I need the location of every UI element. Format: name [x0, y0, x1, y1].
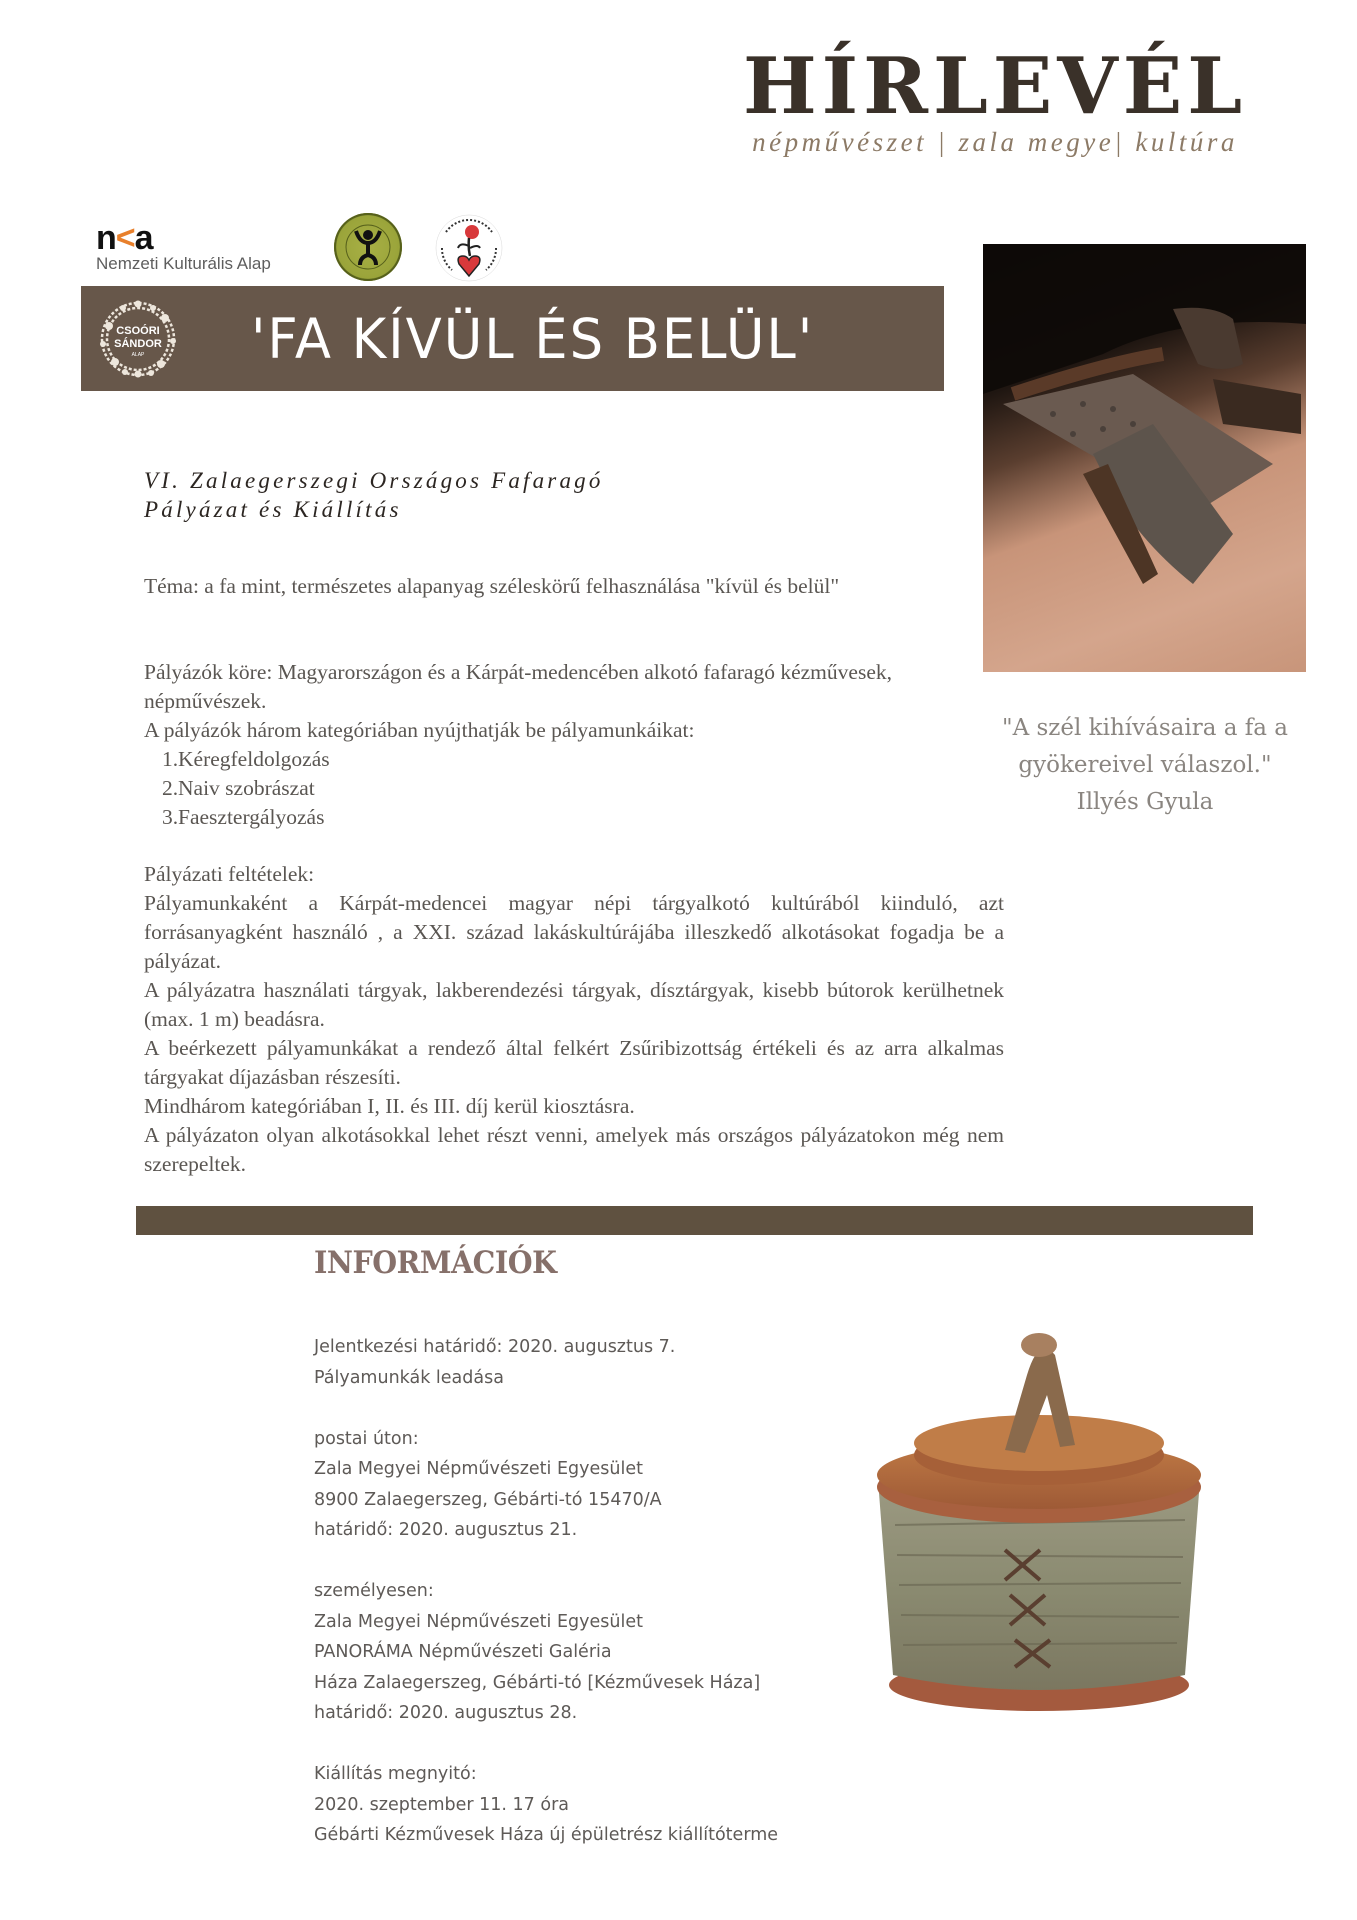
- info-line: PANORÁMA Népművészeti Galéria: [314, 1642, 612, 1662]
- categories-intro: A pályázók három kategóriában nyújthatják be pályamunkáikat:: [144, 718, 695, 742]
- info-line: Háza Zalaegerszeg, Gébárti-tó [Kézművesek Háza]: [314, 1672, 761, 1693]
- condition-paragraph: Mindhárom kategóriában I, II. és III. díj kerül kiosztásra.: [144, 1094, 635, 1118]
- birch-bark-box-illustration: [855, 1315, 1223, 1725]
- newsletter-title: HÍRLEVÉL: [742, 41, 1248, 132]
- info-heading: INFORMÁCIÓK: [314, 1245, 557, 1281]
- quote-block: [985, 710, 1305, 821]
- category-label: Kéregfeldolgozás: [178, 747, 330, 771]
- quote-author: Illyés Gyula: [1076, 789, 1214, 815]
- categories-list: [144, 745, 964, 832]
- heart-flower-icon: [432, 212, 506, 284]
- info-line: 2020. szeptember 11. 17 óra: [314, 1794, 569, 1815]
- section-divider: [136, 1206, 1253, 1235]
- category-label: Naiv szobrászat: [178, 776, 315, 800]
- nka-name: Nemzeti Kulturális Alap: [96, 254, 271, 273]
- category-item: [144, 774, 964, 803]
- nka-mark: [96, 219, 306, 257]
- folk-art-association-seal-logo: [334, 213, 402, 281]
- info-line: Zala Megyei Népművészeti Egyesület: [314, 1459, 643, 1479]
- info-line: Jelentkezési határidő: 2020. augusztus 7.: [314, 1337, 676, 1357]
- theme-paragraph: Téma: a fa mint, természetes alapanyag széleskörű felhasználása "kívül és belül": [144, 574, 840, 598]
- nka-mark-k: <: [115, 219, 135, 257]
- zala-folk-art-association-logo: [432, 212, 506, 284]
- info-line: határidő: 2020. augusztus 28.: [314, 1703, 578, 1723]
- nka-logo: [96, 219, 306, 280]
- info-line: 8900 Zalaegerszeg, Gébárti-tó 15470/A: [314, 1489, 662, 1510]
- event-subtitle: [144, 466, 744, 524]
- info-line: postai úton:: [314, 1428, 419, 1449]
- category-label: Faesztergályozás: [178, 805, 325, 829]
- applicants-section: [144, 658, 964, 832]
- condition-paragraph: A pályázatra használati tárgyak, lakberendezési tárgyak, dísztárgyak, kisebb bútorok kerülhetnek (max. 1 m) beadásra.: [144, 978, 1004, 1031]
- conditions-heading: Pályázati feltételek:: [144, 862, 315, 886]
- info-line: [314, 1393, 874, 1424]
- info-line: személyesen:: [314, 1581, 434, 1601]
- title-banner: [81, 286, 944, 391]
- nka-mark-n: n: [96, 219, 116, 257]
- bark-artifact-photo: [983, 244, 1306, 672]
- csoori-sandor-alap-logo: [95, 296, 181, 382]
- csoori-logo-line2: SÁNDOR: [114, 338, 162, 350]
- newsletter-subtitle: népművészet | zala megye| kultúra: [752, 127, 1238, 157]
- nka-mark-a: a: [134, 219, 153, 257]
- info-line: [314, 1546, 874, 1577]
- applicants-paragraph: Pályázók köre: Magyarországon és a Kárpát-medencében alkotó fafaragó kézművesek, népművészek.: [144, 660, 892, 713]
- info-line: határidő: 2020. augusztus 21.: [314, 1520, 578, 1540]
- condition-paragraph: Pályamunkaként a Kárpát-medencei magyar népi tárgyalkotó kultúrából kiinduló, azt forrásanyagként használó , a XXI. század lakáskultúrájába illeszkedő alkotásokat fogadja be a pályázat.: [144, 891, 1004, 973]
- category-item: [144, 803, 964, 832]
- info-line: Gébárti Kézművesek Háza új épületrész kiállítóterme: [314, 1825, 779, 1845]
- info-line: Zala Megyei Népművészeti Egyesület: [314, 1611, 643, 1632]
- category-number: 3.: [162, 805, 179, 829]
- conditions-section: [144, 860, 1004, 1179]
- condition-paragraph: A beérkezett pályamunkákat a rendező által felkért Zsűribizottság értékeli és az arra alkalmas tárgyakat díjazásban részesíti.: [144, 1036, 1004, 1089]
- category-number: 2.: [162, 776, 179, 800]
- banner-title: 'FA KÍVÜL ÉS BELÜL': [251, 307, 815, 371]
- condition-paragraph: A pályázaton olyan alkotásokkal lehet részt venni, amelyek más országos pályázatokon még nem szerepeltek.: [144, 1123, 1004, 1176]
- quote-line2: gyökereivel válaszol.": [1018, 752, 1272, 778]
- dancing-figure-icon: [334, 213, 402, 281]
- info-text-block: [314, 1332, 874, 1851]
- category-item: [144, 745, 964, 774]
- csoori-logo-line1: CSOÓRI: [116, 325, 160, 337]
- floral-wreath-icon: [95, 296, 181, 382]
- event-subtitle-line1: VI. Zalaegerszegi Országos Fafaragó: [144, 468, 604, 493]
- info-line: [314, 1729, 874, 1760]
- birch-bark-box-photo: [855, 1315, 1223, 1725]
- info-line: Pályamunkák leadása: [314, 1367, 504, 1388]
- category-number: 1.: [162, 747, 179, 771]
- bark-artifact-illustration: [983, 244, 1306, 672]
- quote-line1: "A szél kihívásaira a fa a: [1001, 715, 1289, 741]
- csoori-logo-line3: ALAP: [131, 352, 145, 358]
- info-line: Kiállítás megnyitó:: [314, 1764, 477, 1784]
- event-subtitle-line2: Pályázat és Kiállítás: [144, 497, 402, 522]
